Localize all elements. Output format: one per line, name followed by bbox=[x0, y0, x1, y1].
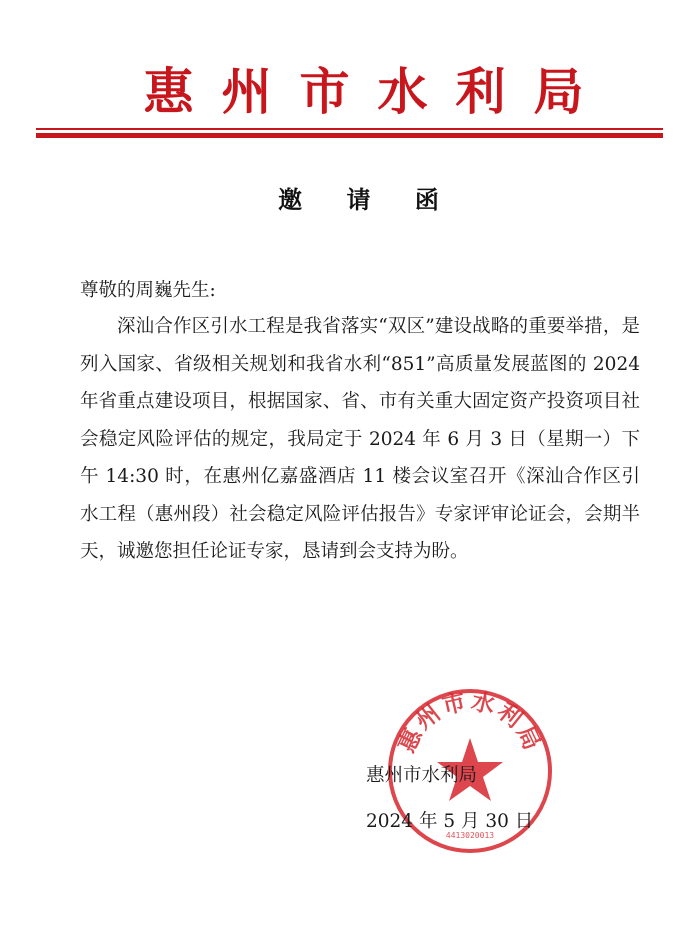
salutation: 尊敬的周巍先生: bbox=[80, 280, 216, 301]
letter-body: 深汕合作区引水工程是我省落实“双区”建设战略的重要举措，是列入国家、省级相关规划和我省水利“851”高质量发展蓝图的 2024 年省重点建设项目，根据国家、省、市有关重大固定资产投资项目社会稳定风险评估的规定，我局定于 2024 年 6 月 3 日（星期一）下午 14:30 时，在惠州亿嘉盛酒店 11 楼会议室召开《深汕合作区引水工程（惠州段）社会稳定风险评估报告》专家评审论证会，会期半天，诚邀您担任论证专家，恳请到会支持为盼。 bbox=[80, 316, 640, 562]
letterhead-rule-thick bbox=[36, 133, 663, 138]
svg-text:4413020013: 4413020013 bbox=[445, 831, 495, 840]
letterhead-rule-thin bbox=[36, 128, 663, 130]
svg-text:惠州市水利局: 惠州市水利局 bbox=[394, 688, 546, 757]
signature-date: 2024 年 5 月 30 日 bbox=[366, 811, 534, 832]
letterhead-org-name: 惠州市水利局 bbox=[143, 63, 612, 121]
document-title: 邀 请 函 bbox=[278, 186, 457, 214]
signature-org: 惠州市水利局 bbox=[366, 765, 478, 786]
